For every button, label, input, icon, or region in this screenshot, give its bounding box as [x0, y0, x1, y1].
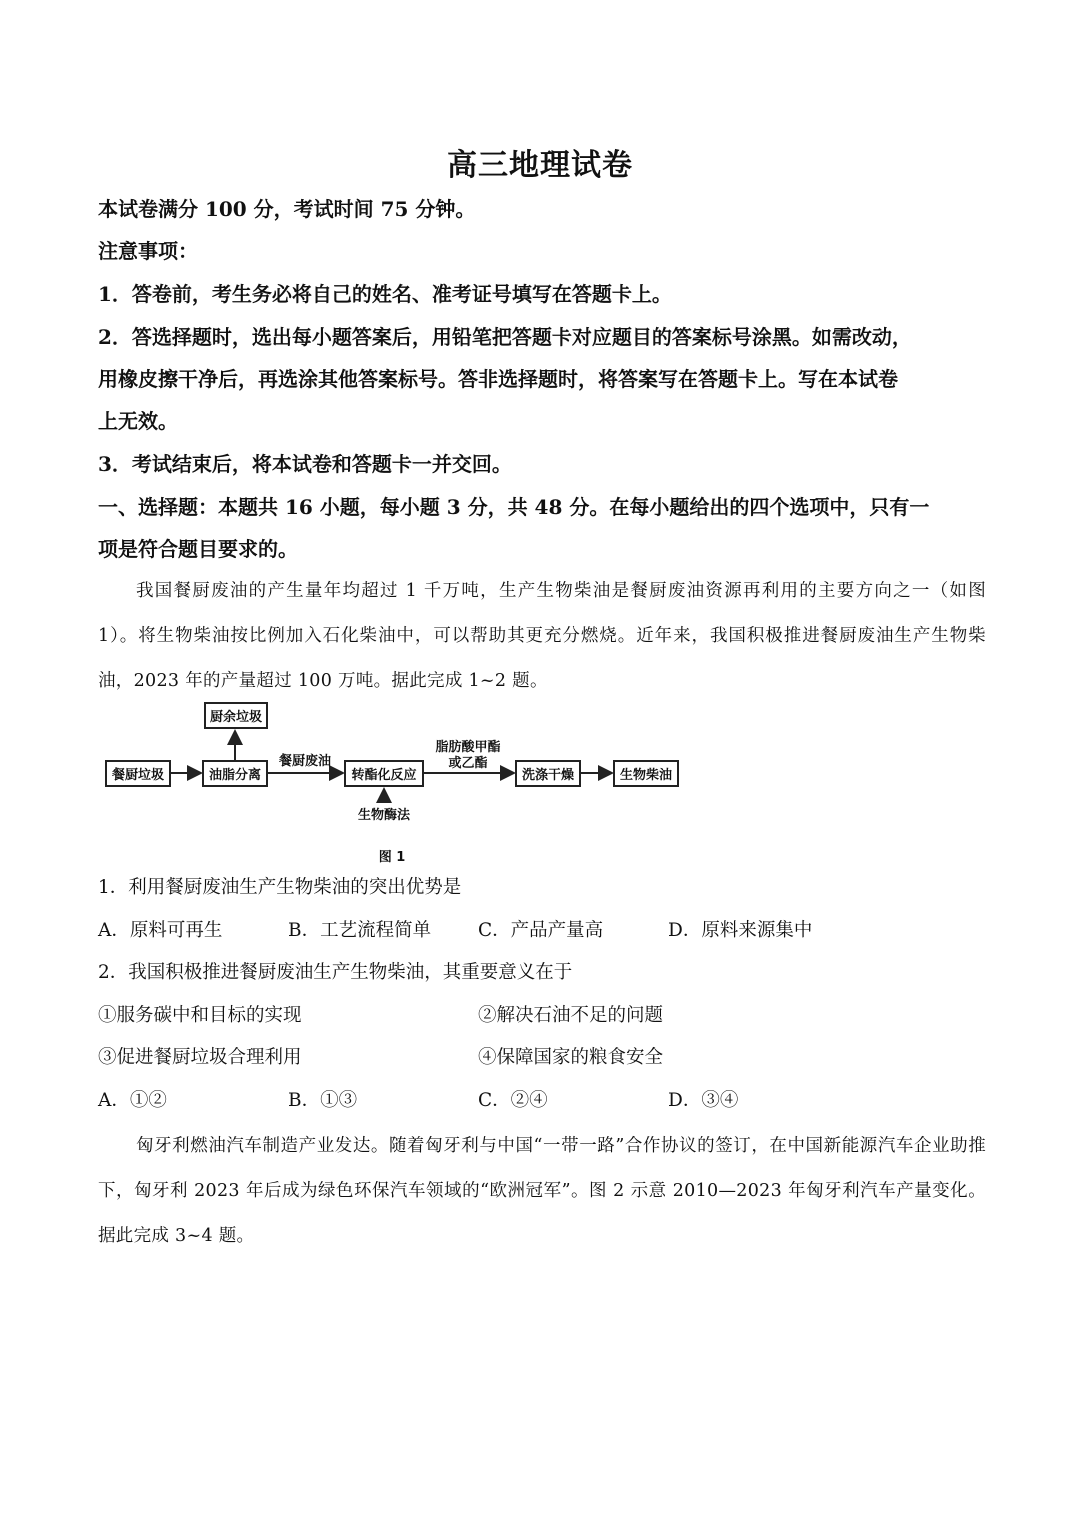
question-2-option-b: B．①③ [288, 1090, 358, 1111]
score-time-info: 本试卷满分 100 分，考试时间 75 分钟。 [98, 197, 476, 221]
page-title: 高三地理试卷 [447, 148, 633, 183]
question-1-option-b: B．工艺流程简单 [288, 920, 432, 941]
question-1-option-c: C．产品产量高 [478, 920, 604, 941]
question-2-statement-1: ①服务碳中和目标的实现 [98, 1005, 302, 1026]
question-1-option-d: D．原料来源集中 [668, 920, 813, 941]
node-oil-separation: 油脂分离 [208, 768, 262, 783]
node-transesterification: 转酯化反应 [351, 768, 417, 783]
question-2-stem: 2．我国积极推进餐厨废油生产生物柴油，其重要意义在于 [98, 962, 573, 983]
question-2-statement-4: ④保障国家的粮食安全 [478, 1047, 664, 1068]
node-enzyme: 生物酶法 [357, 808, 411, 823]
notes-title: 注意事项： [98, 239, 198, 263]
question-1-stem: 1．利用餐厨废油生产生物柴油的突出优势是 [98, 877, 462, 898]
note-1: 1．答卷前，考生务必将自己的姓名、准考证号填写在答题卡上。 [98, 282, 672, 306]
node-biodiesel: 生物柴油 [619, 768, 673, 783]
edge-label-ester-line-2: 或乙酯 [448, 756, 488, 771]
figure-1-caption: 图 1 [378, 850, 406, 865]
passage-1: 我国餐厨废油的产生量年均超过 1 千万吨，生产生物柴油是餐厨废油资源再利用的主要方向之一（如图 1）。将生物柴油按比例加入石化柴油中，可以帮助其更充分燃烧。近年来，我国积极推进餐厨废油生产生物柴油，2023 年的产量超过 100 万吨。据此完成 1~2 题。 [98, 581, 986, 691]
passage-2: 匈牙利燃油汽车制造产业发达。随着匈牙利与中国“一带一路”合作协议的签订，在中国新能源汽车企业助推下，匈牙利 2023 年后成为绿色环保汽车领域的“欧洲冠军”。图 2 示意 2010—2023 年匈牙利汽车产量变化。据此完成 3~4 题。 [98, 1136, 986, 1246]
section-heading-line-2: 项是符合题目要求的。 [98, 537, 298, 561]
question-2-option-c: C．②④ [478, 1090, 548, 1111]
figure-1-flowchart [100, 695, 700, 870]
note-2-line-2: 用橡皮擦干净后，再选涂其他答案标号。答非选择题时，将答案写在答题卡上。写在本试卷 [98, 367, 898, 391]
question-1-option-a: A．原料可再生 [98, 920, 223, 941]
note-3: 3．考试结束后，将本试卷和答题卡一并交回。 [98, 452, 512, 476]
question-2-option-a: A．①② [98, 1090, 167, 1111]
question-2-statement-2: ②解决石油不足的问题 [478, 1005, 664, 1026]
node-washing-drying: 洗涤干燥 [521, 768, 575, 783]
edge-label-waste-oil: 餐厨废油 [278, 754, 332, 769]
node-food-residue: 厨余垃圾 [209, 710, 263, 725]
question-2-option-d: D．③④ [668, 1090, 739, 1111]
edge-label-ester-line-1: 脂肪酸甲酯 [435, 740, 501, 755]
section-heading-line-1: 一、选择题：本题共 16 小题，每小题 3 分，共 48 分。在每小题给出的四个选项中，只有一 [98, 495, 930, 519]
note-2-line-3: 上无效。 [98, 409, 178, 433]
note-2-line-1: 2．答选择题时，选出每小题答案后，用铅笔把答题卡对应题目的答案标号涂黑。如需改动， [98, 325, 912, 349]
node-kitchen-waste: 餐厨垃圾 [111, 768, 165, 783]
question-2-statement-3: ③促进餐厨垃圾合理利用 [98, 1047, 302, 1068]
